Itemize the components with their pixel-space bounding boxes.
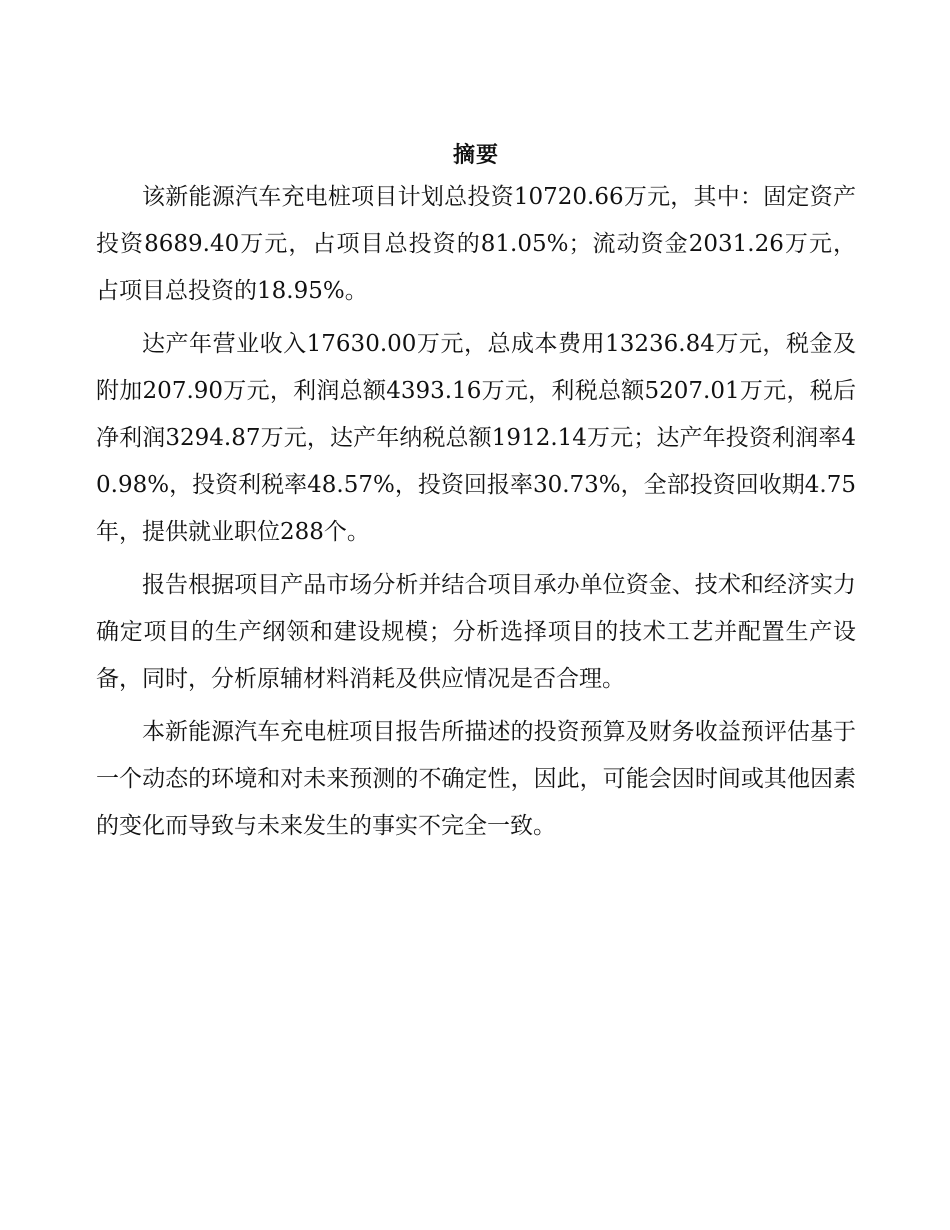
paragraph-revenue: 达产年营业收入17630.00万元，总成本费用13236.84万元，税金及附加207.90万元，利润总额4393.16万元，利税总额5207.01万元，税后净利润3294.87万元，达产年纳税总额1912.14万元；达产年投资利润率40.98%，投资利税率48.57%，投资回报率30.73%，全部投资回收期4.75年，提供就业职位288个。 <box>96 331 856 545</box>
paragraph-investment: 该新能源汽车充电桩项目计划总投资10720.66万元，其中：固定资产投资8689.40万元，占项目总投资的81.05%；流动资金2031.26万元，占项目总投资的18.95%。 <box>96 184 856 304</box>
paragraph-analysis: 报告根据项目产品市场分析并结合项目承办单位资金、技术和经济实力确定项目的生产纲领和建设规模；分析选择项目的技术工艺并配置生产设备，同时，分析原辅材料消耗及供应情况是否合理。 <box>96 572 856 692</box>
page-title: 摘要 <box>452 143 499 168</box>
document-body <box>96 138 856 856</box>
paragraph-disclaimer: 本新能源汽车充电桩项目报告所描述的投资预算及财务收益预评估基于一个动态的环境和对未来预测的不确定性，因此，可能会因时间或其他因素的变化而导致与未来发生的事实不完全一致。 <box>96 719 856 839</box>
